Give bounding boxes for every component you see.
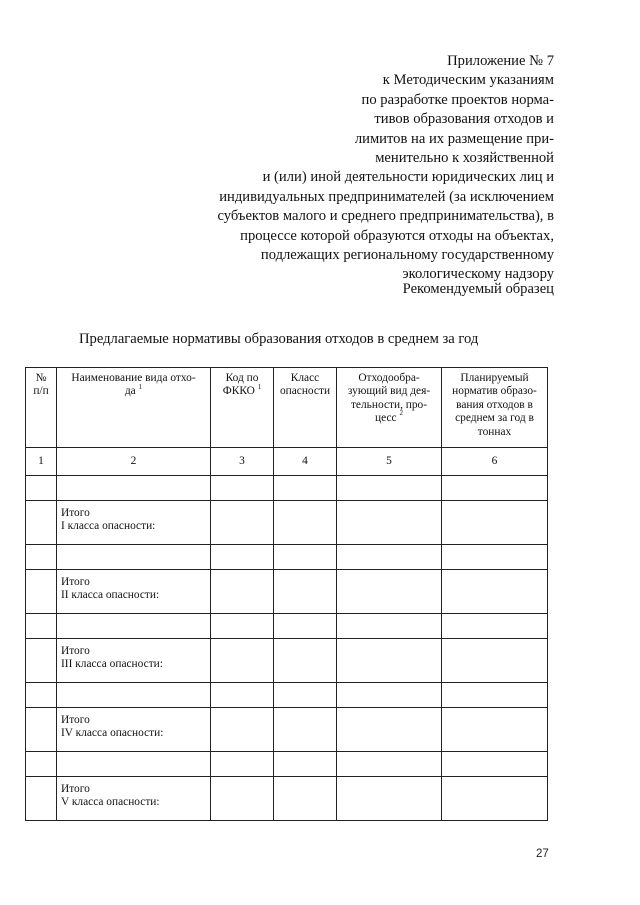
total-row-class-4: [26, 708, 548, 752]
header-text: вания отходов в: [456, 398, 533, 411]
empty-cell: [337, 614, 442, 639]
column-number: 5: [337, 448, 442, 476]
empty-cell: [337, 501, 442, 545]
empty-cell: [57, 614, 211, 639]
empty-cell: [442, 777, 548, 821]
header-text: Код по: [225, 372, 259, 384]
table-row: [26, 545, 548, 570]
empty-cell: [337, 777, 442, 821]
empty-cell: [57, 545, 211, 570]
column-header-waste-name: [57, 368, 211, 448]
header-text: да: [124, 385, 136, 398]
total-row-class-1: [26, 501, 548, 545]
empty-cell: [26, 476, 57, 501]
header-text: норматив образо-: [452, 385, 537, 398]
empty-cell: [57, 476, 211, 501]
total-class-label: V класса опасности:: [61, 796, 160, 809]
empty-cell: [337, 545, 442, 570]
total-label-cell: [57, 708, 211, 752]
empty-cell: [211, 683, 274, 708]
empty-cell: [26, 708, 57, 752]
empty-cell: [211, 708, 274, 752]
header-line: лимитов на их размещение при-: [354, 130, 554, 147]
total-class-label: I класса опасности:: [61, 520, 156, 533]
header-text: опасности: [279, 385, 331, 398]
header-line: менительно к хозяйственной: [375, 150, 554, 167]
column-number: 4: [274, 448, 337, 476]
column-number: 3: [211, 448, 274, 476]
empty-cell: [442, 683, 548, 708]
total-row-class-5: [26, 777, 548, 821]
total-label-cell: [57, 777, 211, 821]
empty-cell: [442, 476, 548, 501]
header-text: Планируемый: [460, 372, 529, 384]
empty-cell: [442, 570, 548, 614]
header-line: субъектов малого и среднего предпринимательства), в: [217, 208, 554, 225]
total-label-cell: [57, 570, 211, 614]
empty-cell: [442, 639, 548, 683]
header-line: к Методическим указаниям: [382, 72, 554, 89]
empty-cell: [274, 708, 337, 752]
total-class-label: IV класса опасности:: [61, 727, 164, 740]
empty-cell: [211, 614, 274, 639]
table-row: [26, 476, 548, 501]
header-text: тоннах: [477, 425, 512, 438]
empty-cell: [211, 501, 274, 545]
empty-cell: [26, 683, 57, 708]
header-line: Приложение № 7: [447, 53, 554, 69]
empty-cell: [211, 545, 274, 570]
empty-cell: [274, 683, 337, 708]
empty-cell: [442, 501, 548, 545]
empty-cell: [337, 752, 442, 777]
header-text: п/п: [33, 385, 49, 398]
empty-cell: [26, 752, 57, 777]
column-numbers-row: [26, 448, 548, 476]
empty-cell: [211, 570, 274, 614]
total-row-class-3: [26, 639, 548, 683]
appendix-header: [154, 52, 554, 285]
column-header-fkko-code: [211, 368, 274, 448]
empty-cell: [211, 639, 274, 683]
table-row: [26, 752, 548, 777]
empty-cell: [274, 570, 337, 614]
empty-cell: [274, 777, 337, 821]
total-label: Итого: [61, 783, 90, 795]
header-line: экологическому надзору: [402, 266, 554, 283]
empty-cell: [274, 501, 337, 545]
waste-norms-table: [25, 367, 548, 821]
empty-cell: [274, 476, 337, 501]
total-row-class-2: [26, 570, 548, 614]
empty-cell: [26, 501, 57, 545]
total-label: Итого: [61, 507, 90, 519]
total-label: Итого: [61, 645, 90, 657]
header-text: цесс: [375, 412, 397, 425]
empty-cell: [26, 777, 57, 821]
header-line: тивов образования отходов и: [374, 111, 554, 128]
header-text: Отходообра-: [358, 372, 420, 384]
total-label: Итого: [61, 714, 90, 726]
empty-cell: [274, 639, 337, 683]
header-line: и (или) иной деятельности юридических лиц и: [262, 169, 554, 186]
empty-cell: [211, 777, 274, 821]
header-line: индивидуальных предпринимателей (за исключением: [219, 188, 554, 205]
column-number: 6: [442, 448, 548, 476]
empty-cell: [57, 683, 211, 708]
column-number: 1: [26, 448, 57, 476]
table-row: [26, 683, 548, 708]
column-header-number: [26, 368, 57, 448]
empty-cell: [26, 639, 57, 683]
table-header-row: [26, 368, 548, 448]
empty-cell: [442, 545, 548, 570]
header-text: тельности, про-: [350, 398, 428, 411]
total-label-cell: [57, 639, 211, 683]
total-label-cell: [57, 501, 211, 545]
empty-cell: [442, 708, 548, 752]
header-text: №: [35, 372, 47, 384]
column-number: 2: [57, 448, 211, 476]
header-line: процессе которой образуются отходы на объектах,: [240, 227, 554, 244]
empty-cell: [274, 752, 337, 777]
empty-cell: [337, 708, 442, 752]
header-line: подлежащих региональному государственному: [260, 247, 554, 264]
column-header-hazard-class: [274, 368, 337, 448]
empty-cell: [337, 476, 442, 501]
total-class-label: III класса опасности:: [61, 658, 163, 671]
table-row: [26, 614, 548, 639]
empty-cell: [26, 545, 57, 570]
empty-cell: [274, 614, 337, 639]
footnote-mark: 2: [399, 409, 403, 418]
header-text: ФККО: [222, 385, 255, 398]
header-text: зующий вид дея-: [347, 385, 431, 398]
empty-cell: [337, 683, 442, 708]
empty-cell: [442, 752, 548, 777]
column-header-planned-norm: [442, 368, 548, 448]
empty-cell: [211, 752, 274, 777]
empty-cell: [211, 476, 274, 501]
empty-cell: [26, 570, 57, 614]
total-class-label: II класса опасности:: [61, 589, 160, 602]
sample-label: Рекомендуемый образец: [402, 281, 554, 297]
header-text: Наименование вида отхо-: [71, 372, 196, 384]
empty-cell: [337, 639, 442, 683]
header-line: по разработке проектов норма-: [361, 91, 554, 108]
total-label: Итого: [61, 576, 90, 588]
empty-cell: [57, 752, 211, 777]
footnote-mark: 1: [257, 382, 262, 391]
column-header-activity: [337, 368, 442, 448]
table-title: Предлагаемые нормативы образования отходов в среднем за год: [79, 331, 479, 347]
empty-cell: [26, 614, 57, 639]
empty-cell: [442, 614, 548, 639]
empty-cell: [274, 545, 337, 570]
header-text: среднем за год в: [455, 412, 534, 425]
empty-cell: [337, 570, 442, 614]
header-text: Класс: [290, 372, 320, 384]
footnote-mark: 1: [138, 382, 143, 391]
page-number: 27: [536, 848, 549, 860]
